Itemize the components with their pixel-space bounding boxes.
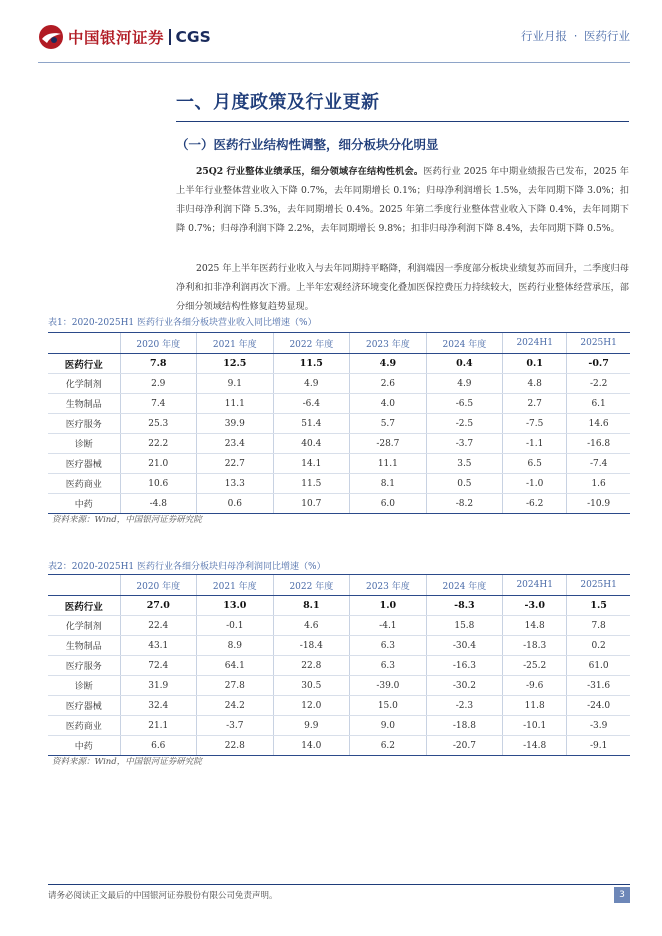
table-cell: 12.5 xyxy=(197,354,274,374)
disclaimer-note: 请务必阅读正文最后的中国银河证券股份有限公司免责声明。 xyxy=(48,891,278,901)
table-1-caption: 表1：2020-2025H1 医药行业各细分板块营业收入同比增速（%） xyxy=(48,318,317,328)
paragraph-1 xyxy=(176,162,629,238)
table-cell: -10.9 xyxy=(567,494,630,514)
column-header: 2024 年度 xyxy=(426,333,503,354)
table-cell: 1.0 xyxy=(350,596,427,616)
table-cell: 5.7 xyxy=(350,414,427,434)
table-header-row xyxy=(48,575,630,596)
table-2-caption: 表2：2020-2025H1 医药行业各细分板块归母净利润同比增速（%） xyxy=(48,562,326,572)
table-cell: 9.9 xyxy=(273,716,350,736)
table-cell: 11.8 xyxy=(503,696,567,716)
row-label: 医疗器械 xyxy=(48,696,120,716)
row-label: 医药行业 xyxy=(48,354,120,374)
header-separator: · xyxy=(573,29,578,43)
table-cell: 27.0 xyxy=(120,596,197,616)
table-cell: 6.3 xyxy=(350,656,427,676)
table-cell: -0.7 xyxy=(567,354,630,374)
table-cell: 22.8 xyxy=(197,736,274,756)
column-header: 2024H1 xyxy=(503,333,567,354)
column-header: 2025H1 xyxy=(567,575,630,596)
table-cell: 9.0 xyxy=(350,716,427,736)
section-title: 一、月度政策及行业更新 xyxy=(176,92,380,113)
table-cell: -1.1 xyxy=(503,434,567,454)
table-cell: 72.4 xyxy=(120,656,197,676)
table-cell: -31.6 xyxy=(567,676,630,696)
table-row xyxy=(48,656,630,676)
table-cell: 11.1 xyxy=(350,454,427,474)
table-cell: 22.7 xyxy=(197,454,274,474)
table-cell: 8.9 xyxy=(197,636,274,656)
table-cell: 10.7 xyxy=(273,494,350,514)
table-cell: 6.2 xyxy=(350,736,427,756)
table-cell: -30.2 xyxy=(426,676,503,696)
section-title-rule xyxy=(176,121,629,122)
table-cell: -39.0 xyxy=(350,676,427,696)
column-header: 2020 年度 xyxy=(120,333,197,354)
table-cell: -7.5 xyxy=(503,414,567,434)
table-cell: 23.4 xyxy=(197,434,274,454)
table-cell: 14.8 xyxy=(503,616,567,636)
logo-english-text: CGS xyxy=(175,28,211,46)
row-label: 生物制品 xyxy=(48,394,120,414)
table-cell: 2.7 xyxy=(503,394,567,414)
table-cell: -25.2 xyxy=(503,656,567,676)
table-row xyxy=(48,696,630,716)
row-label: 医药行业 xyxy=(48,596,120,616)
table-cell: 7.4 xyxy=(120,394,197,414)
table-cell: -3.7 xyxy=(197,716,274,736)
logo-chinese-text: 中国银河证券 xyxy=(68,29,165,47)
table-cell: -6.5 xyxy=(426,394,503,414)
table-cell: 11.5 xyxy=(273,354,350,374)
industry-name: 医药行业 xyxy=(584,29,630,43)
table-cell: 13.0 xyxy=(197,596,274,616)
header-divider xyxy=(38,62,630,63)
table-row xyxy=(48,676,630,696)
table-cell: -2.5 xyxy=(426,414,503,434)
table-cell: 30.5 xyxy=(273,676,350,696)
row-label: 医药商业 xyxy=(48,716,120,736)
subsection-title: （一）医药行业结构性调整，细分板块分化明显 xyxy=(176,137,439,152)
table-cell: 4.8 xyxy=(503,374,567,394)
table-cell: 4.9 xyxy=(350,354,427,374)
table-cell: 10.6 xyxy=(120,474,197,494)
table-cell: -0.1 xyxy=(197,616,274,636)
table-cell: 13.3 xyxy=(197,474,274,494)
table-2-source: 资料来源：Wind，中国银河证券研究院 xyxy=(52,757,202,767)
column-header: 2024H1 xyxy=(503,575,567,596)
table-cell: -3.9 xyxy=(567,716,630,736)
table-row xyxy=(48,454,630,474)
table-cell: 4.9 xyxy=(273,374,350,394)
table-cell: -18.4 xyxy=(273,636,350,656)
table-cell: 2.6 xyxy=(350,374,427,394)
table-cell: 6.0 xyxy=(350,494,427,514)
table-cell: 21.1 xyxy=(120,716,197,736)
table-cell: -6.4 xyxy=(273,394,350,414)
table-cell: 2.9 xyxy=(120,374,197,394)
table-cell: -7.4 xyxy=(567,454,630,474)
table-cell: 32.4 xyxy=(120,696,197,716)
table-cell: -3.0 xyxy=(503,596,567,616)
table-cell: -18.3 xyxy=(503,636,567,656)
table-row xyxy=(48,616,630,636)
row-label: 医疗服务 xyxy=(48,414,120,434)
row-label: 医疗器械 xyxy=(48,454,120,474)
column-header: 2022 年度 xyxy=(273,575,350,596)
table-row xyxy=(48,636,630,656)
table-cell: -8.3 xyxy=(426,596,503,616)
row-label: 诊断 xyxy=(48,434,120,454)
table-row xyxy=(48,374,630,394)
table-cell: -18.8 xyxy=(426,716,503,736)
table-cell: 22.2 xyxy=(120,434,197,454)
table-cell: 61.0 xyxy=(567,656,630,676)
table-cell: -10.1 xyxy=(503,716,567,736)
table-cell: 6.5 xyxy=(503,454,567,474)
logo-divider xyxy=(169,29,171,45)
table-cell: 0.5 xyxy=(426,474,503,494)
row-label: 生物制品 xyxy=(48,636,120,656)
table-cell: 0.4 xyxy=(426,354,503,374)
table-cell: 43.1 xyxy=(120,636,197,656)
row-label: 化学制剂 xyxy=(48,374,120,394)
table-cell: 25.3 xyxy=(120,414,197,434)
column-header: 2023 年度 xyxy=(350,575,427,596)
company-logo xyxy=(38,24,211,50)
table-row xyxy=(48,354,630,374)
table-cell: 4.6 xyxy=(273,616,350,636)
table-cell: 51.4 xyxy=(273,414,350,434)
table-cell: 21.0 xyxy=(120,454,197,474)
table-cell: 64.1 xyxy=(197,656,274,676)
table-cell: -14.8 xyxy=(503,736,567,756)
table-cell: 11.1 xyxy=(197,394,274,414)
table-cell: -24.0 xyxy=(567,696,630,716)
table-cell: 24.2 xyxy=(197,696,274,716)
table-1-source: 资料来源：Wind，中国银河证券研究院 xyxy=(52,515,202,525)
table-cell: 31.9 xyxy=(120,676,197,696)
table-cell: 7.8 xyxy=(567,616,630,636)
table-cell: 7.8 xyxy=(120,354,197,374)
column-header: 2021 年度 xyxy=(197,575,274,596)
net-profit-growth-table xyxy=(48,574,630,756)
table-cell: 4.9 xyxy=(426,374,503,394)
table-row xyxy=(48,494,630,514)
column-header xyxy=(48,333,120,354)
table-cell: -4.8 xyxy=(120,494,197,514)
table-cell: 27.8 xyxy=(197,676,274,696)
page-header xyxy=(0,0,662,64)
column-header: 2023 年度 xyxy=(350,333,427,354)
paragraph-1-body: 医药行业 2025 年中期业绩报告已发布，2025 年上半年行业整体营业收入下降 0.7%，去年同期增长 0.1%；归母净利润增长 1.5%，去年同期下降 3.0%；扣非归母净利润下降 5.3%，去年同期增长 0.4%。2025 年第二季度行业整体营业收入下降 0.4%，去年同期下降 0.7%；归母净利润下降 2.2%，去年同期增长 9.8%；扣非归母净利润下降 8.4%，去年同期下降 0.5%。 xyxy=(176,166,629,234)
table-cell: 40.4 xyxy=(273,434,350,454)
table-cell: -4.1 xyxy=(350,616,427,636)
table-cell: 8.1 xyxy=(350,474,427,494)
table-cell: 6.1 xyxy=(567,394,630,414)
table-cell: -16.8 xyxy=(567,434,630,454)
table-cell: 4.0 xyxy=(350,394,427,414)
table-cell: 22.8 xyxy=(273,656,350,676)
page-number: 3 xyxy=(614,887,630,903)
paragraph-1-lead: 25Q2 行业整体业绩承压，细分领域存在结构性机会。 xyxy=(196,166,424,177)
table-cell: 1.6 xyxy=(567,474,630,494)
row-label: 中药 xyxy=(48,494,120,514)
table-cell: 15.0 xyxy=(350,696,427,716)
table-cell: 14.1 xyxy=(273,454,350,474)
table-cell: -30.4 xyxy=(426,636,503,656)
column-header: 2024 年度 xyxy=(426,575,503,596)
table-cell: -9.6 xyxy=(503,676,567,696)
table-cell: 11.5 xyxy=(273,474,350,494)
table-cell: 39.9 xyxy=(197,414,274,434)
table-cell: -3.7 xyxy=(426,434,503,454)
table-row xyxy=(48,434,630,454)
table-cell: 0.1 xyxy=(503,354,567,374)
table-cell: -20.7 xyxy=(426,736,503,756)
table-cell: -2.2 xyxy=(567,374,630,394)
paragraph-2: 2025 年上半年医药行业收入与去年同期持平略降，利润端因一季度部分板块业绩复苏而回升，二季度归母净利和扣非净利润再次下滑。上半年宏观经济环境变化叠加医保控费压力持续较大，医药行业整体经营承压，部分细分领域结构性修复趋势显现。 xyxy=(176,263,629,312)
table-cell: 6.3 xyxy=(350,636,427,656)
table-row xyxy=(48,414,630,434)
table-row xyxy=(48,736,630,756)
galaxy-logo-icon xyxy=(38,24,64,50)
table-cell: -8.2 xyxy=(426,494,503,514)
table-cell: 15.8 xyxy=(426,616,503,636)
table-cell: 12.0 xyxy=(273,696,350,716)
report-type: 行业月报 xyxy=(521,29,568,43)
table-cell: 22.4 xyxy=(120,616,197,636)
table-cell: 14.0 xyxy=(273,736,350,756)
table-row xyxy=(48,596,630,616)
table-cell: 14.6 xyxy=(567,414,630,434)
column-header: 2020 年度 xyxy=(120,575,197,596)
row-label: 化学制剂 xyxy=(48,616,120,636)
row-label: 诊断 xyxy=(48,676,120,696)
column-header: 2022 年度 xyxy=(273,333,350,354)
table-cell: -1.0 xyxy=(503,474,567,494)
table-header-row xyxy=(48,333,630,354)
table-row xyxy=(48,394,630,414)
table-cell: -9.1 xyxy=(567,736,630,756)
table-cell: 1.5 xyxy=(567,596,630,616)
table-cell: 3.5 xyxy=(426,454,503,474)
row-label: 医药商业 xyxy=(48,474,120,494)
column-header xyxy=(48,575,120,596)
table-cell: 9.1 xyxy=(197,374,274,394)
report-label xyxy=(521,28,630,44)
table-cell: -28.7 xyxy=(350,434,427,454)
table-cell: -6.2 xyxy=(503,494,567,514)
table-cell: 6.6 xyxy=(120,736,197,756)
table-cell: 0.6 xyxy=(197,494,274,514)
table-row xyxy=(48,474,630,494)
row-label: 中药 xyxy=(48,736,120,756)
table-cell: 8.1 xyxy=(273,596,350,616)
footer-divider xyxy=(48,884,630,885)
table-cell: -2.3 xyxy=(426,696,503,716)
row-label: 医疗服务 xyxy=(48,656,120,676)
column-header: 2025H1 xyxy=(567,333,630,354)
column-header: 2021 年度 xyxy=(197,333,274,354)
table-cell: 0.2 xyxy=(567,636,630,656)
revenue-growth-table xyxy=(48,332,630,514)
table-cell: -16.3 xyxy=(426,656,503,676)
table-row xyxy=(48,716,630,736)
